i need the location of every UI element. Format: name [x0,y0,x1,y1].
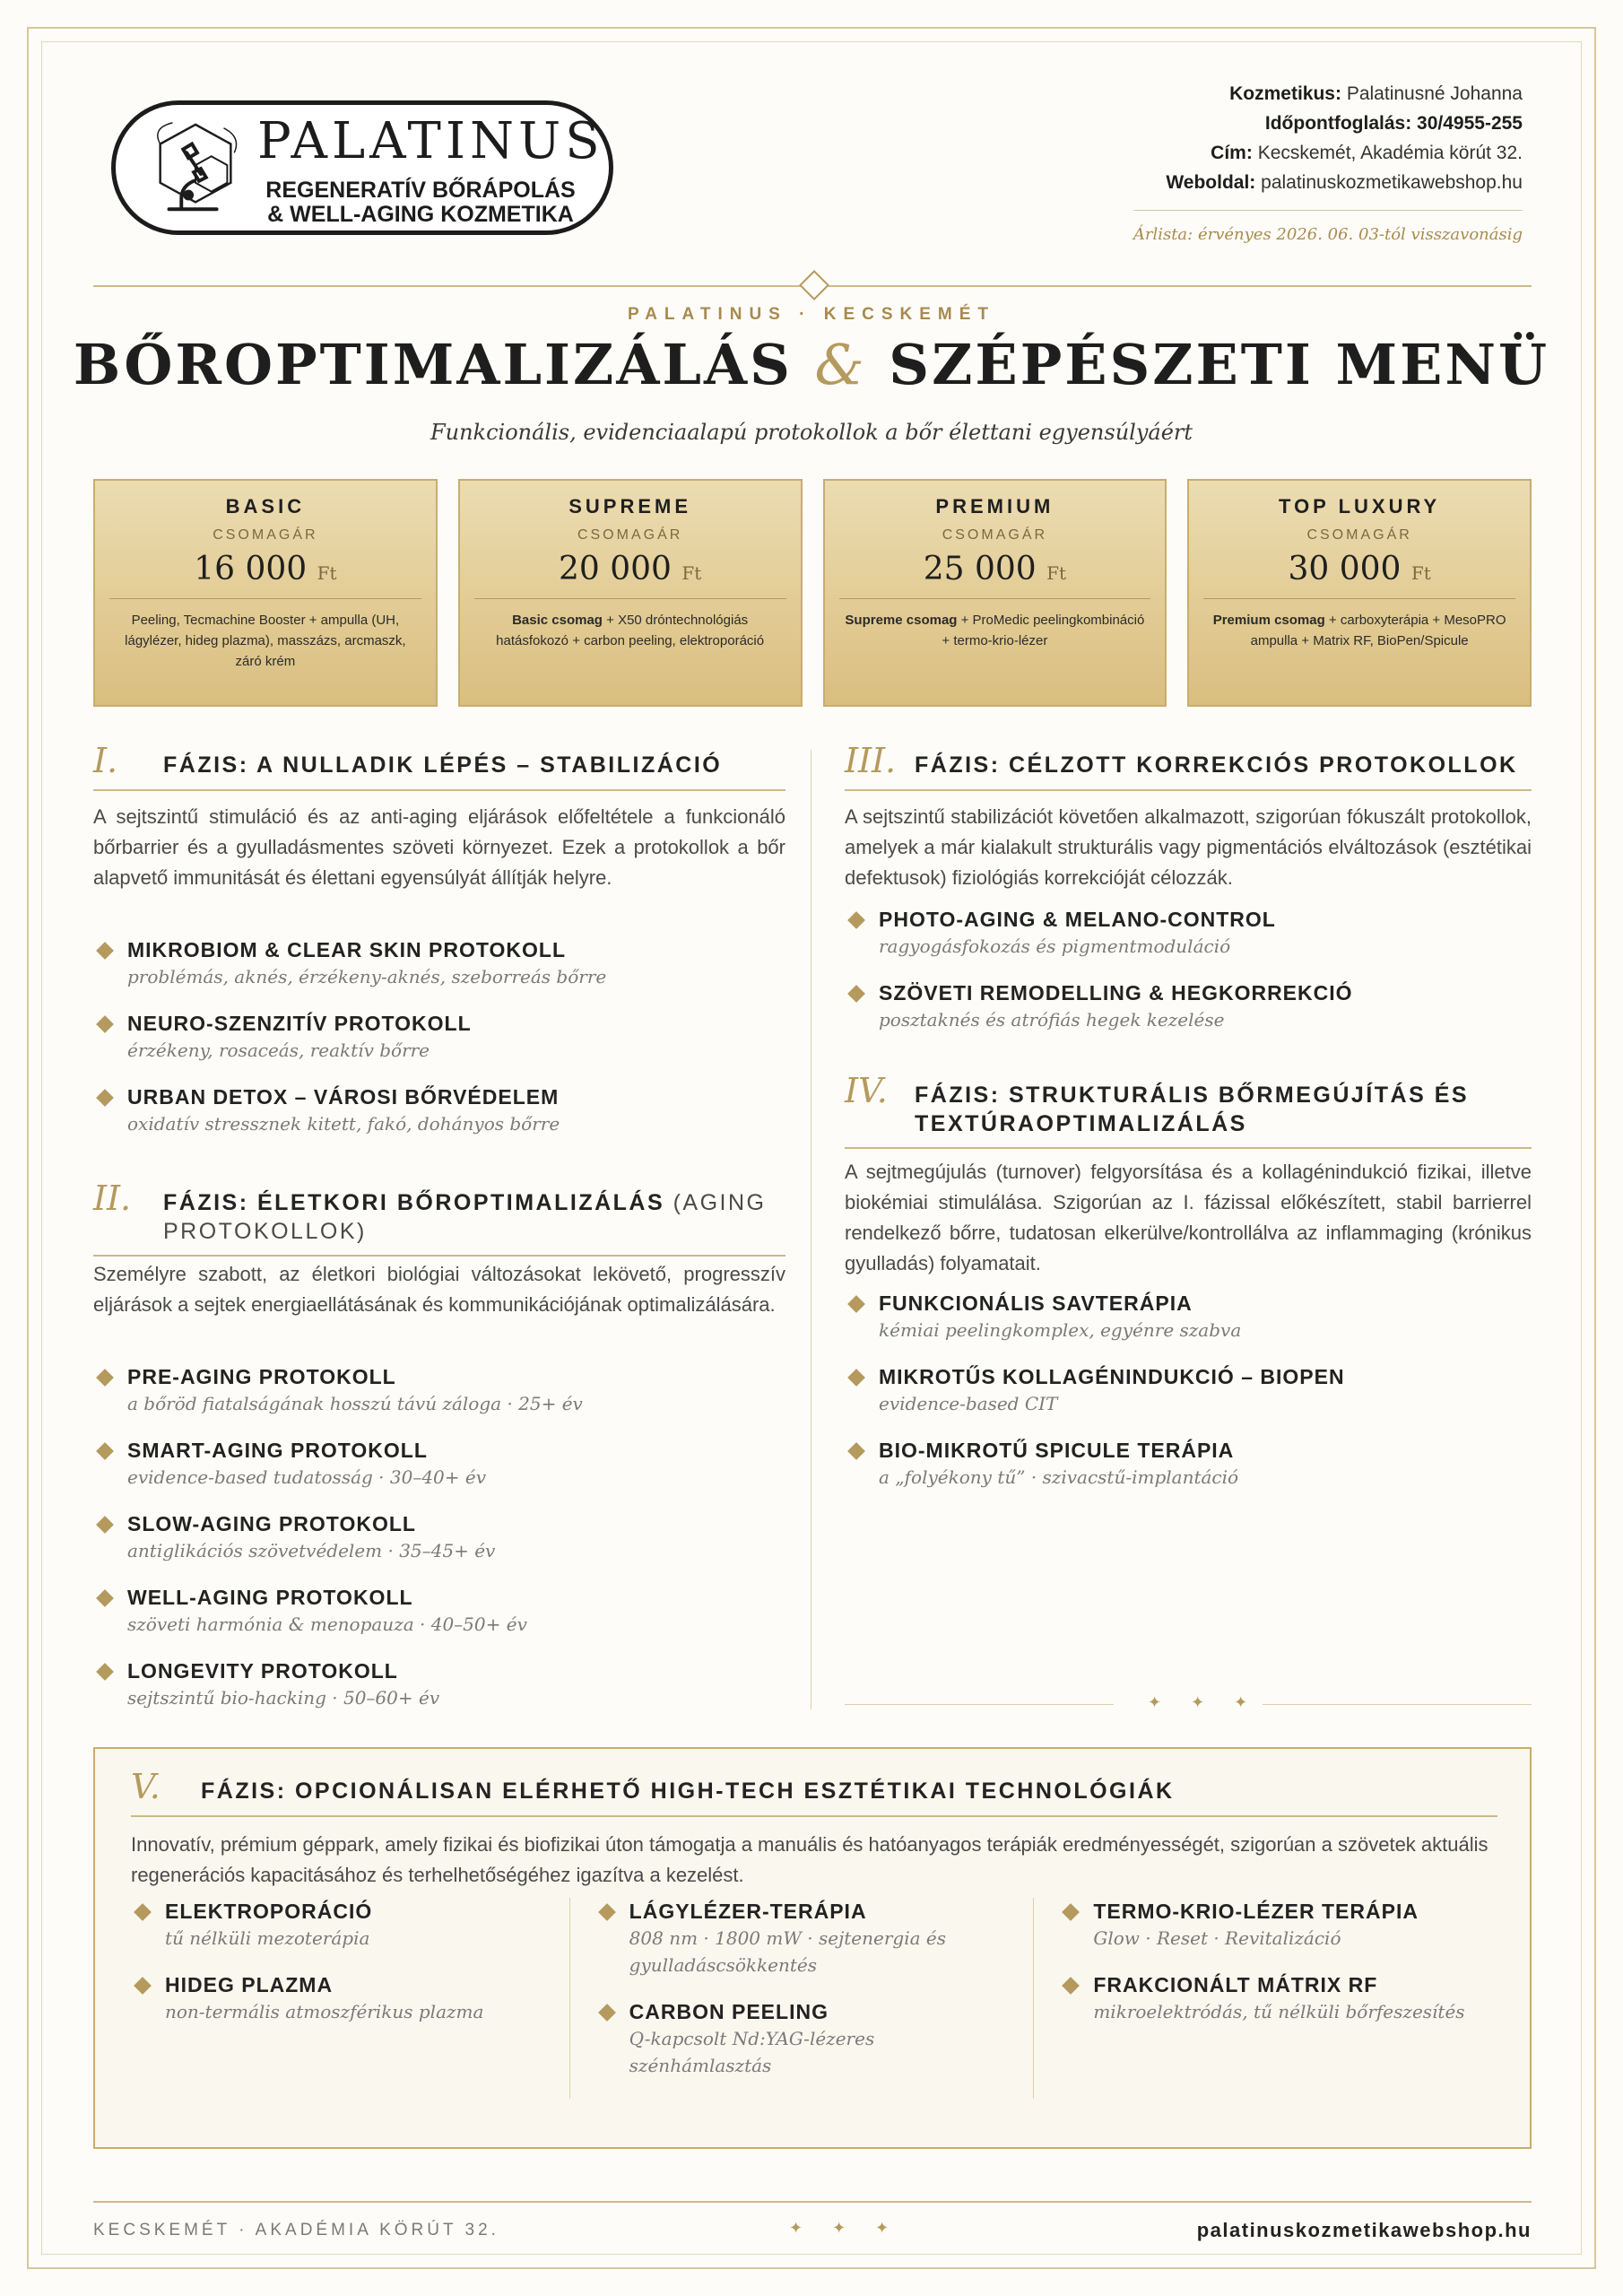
phase5-intro: Innovatív, prémium géppark, amely fizikai és biofizikai úton támogatja a manuális és hatóanyagos terápiák eredményességét, szigorúan a szövetek aktuális regenerációs kapacitásához és terhelhetőségéhez igazítva a kezelést. [131,1833,1488,1886]
phase5-box [93,1747,1532,2149]
microscope-logo-icon [143,117,248,223]
package-card-basic [93,479,438,707]
contact-address [1133,138,1523,168]
package-price [95,551,436,587]
list-item [93,1657,785,1711]
item-name: MIKROBIOM & CLEAR SKIN PROTOKOLL [127,938,567,961]
item-desc: evidence-based tudatosság · 30–40+ év [127,1466,487,1488]
list-item [845,1290,1532,1344]
item-desc: tű nélküli mezoterápia [165,1927,370,1949]
package-desc-text: + ProMedic peelingkombináció + termo-krio-lézer [942,613,1145,648]
brand-name: PALATINUS [257,112,604,170]
phase2-heading [93,1178,785,1257]
web-label: Weboldal: [1166,172,1256,193]
diamond-bullet-icon [96,1089,114,1107]
item-desc: kémiai peelingkomplex, egyénre szabva [879,1319,1242,1341]
package-card-supreme [458,479,803,707]
booking-phone[interactable]: 30/4955-255 [1417,113,1523,134]
item-desc: 808 nm · 1800 mW · sejtenergia és gyulladáscsökkentés [629,1927,947,1976]
page-subtitle: Funkcionális, evidenciaalapú protokollok a bőr élettani egyensúlyáért [430,420,1193,445]
price-currency: Ft [1410,562,1431,584]
item-name: HIDEG PLAZMA [165,1973,334,1996]
list-item [595,1898,1016,1979]
package-description [95,610,436,672]
item-desc: posztaknés és atrófiás hegek kezelése [879,1009,1225,1031]
package-label: CSOMAGÁR [577,527,683,543]
phase3-items [845,906,1532,1053]
item-desc: oxidatív stressznek kitett, fakó, dohányos bőrre [127,1113,560,1135]
item-desc: non-termális atmoszférikus plazma [165,2001,484,2022]
list-item [845,906,1532,960]
price-currency: Ft [681,562,702,584]
item-name: BIO-MIKROTŰ SPICULE TERÁPIA [879,1439,1235,1462]
phase-title-light: (AGING PROTOKOLLOK) [163,1190,767,1244]
phase5-column-1 [131,1898,569,2099]
package-list [93,479,1532,707]
phase-title-main: FÁZIS: ÉLETKORI BŐROPTIMALIZÁLÁS [163,1190,665,1215]
phase5-column-3 [1033,1898,1497,2099]
item-name: LONGEVITY PROTOKOLL [127,1659,398,1683]
brand-tagline [241,178,600,227]
diamond-bullet-icon [96,1516,114,1534]
price-currency: Ft [1046,562,1067,584]
package-price [825,551,1166,587]
price-value: 25 000 [923,551,1037,587]
item-name: SLOW-AGING PROTOKOLL [127,1512,416,1535]
item-name: CARBON PEELING [629,2000,829,2023]
package-name: SUPREME [568,495,692,517]
list-item [93,1584,785,1638]
item-desc: mikroelektródás, tű nélküli bőrfeszesítés [1093,2001,1465,2022]
item-name: LÁGYLÉZER-TERÁPIA [629,1900,867,1923]
address-value: Kecskemét, Akadémia körút 32. [1257,143,1523,163]
phase-number: V. [131,1767,161,1806]
diamond-bullet-icon [96,942,114,960]
item-name: FRAKCIONÁLT MÁTRIX RF [1093,1973,1378,1996]
contact-info [1133,79,1523,249]
brand-tagline-line1: REGENERATÍV BŐRÁPOLÁS [265,178,576,203]
diamond-bullet-icon [598,2004,616,2022]
item-desc: érzékeny, rosaceás, reaktív bőrre [127,1039,430,1061]
item-desc: Q-kapcsolt Nd:YAG-lézeres szénhámlasztás [629,2028,875,2076]
list-item [93,1363,785,1417]
list-item [595,1998,1016,2079]
diamond-bullet-icon [134,1977,152,1995]
diamond-bullet-icon [1062,1977,1080,1995]
item-desc: evidence-based CIT [879,1393,1058,1414]
package-description [460,610,801,651]
ornament-line-right [1263,1704,1532,1705]
phase2-intro: Személyre szabott, az életkori biológiai változásokat lekövető, progresszív eljárások a sejtek energiaellátásának és kommunikációjának optimalizálására. [93,1263,785,1316]
price-validity-note: Árlista: érvényes 2026. 06. 03-tól visszavonásig [1133,210,1523,249]
item-desc: a bőröd fiatalságának hosszú távú záloga · 25+ év [127,1393,583,1414]
footer-website-link[interactable]: palatinuskozmetikawebshop.hu [1196,2219,1532,2241]
diamond-bullet-icon [847,1369,865,1387]
contact-web [1133,168,1523,197]
diamond-bullet-icon [1062,1903,1080,1921]
list-item [93,1510,785,1564]
package-name: PREMIUM [935,495,1055,517]
phase1-intro: A sejtszintű stimuláció és az anti-aging eljárások előfeltétele a funkcionáló bőrbarrier és a gyulladásmentes szöveti környezet. Ezek a protokollok a bőr alapvető immunitását és élettani egyensúlyát állítják helyre. [93,805,785,889]
list-item [93,1010,785,1064]
item-name: MIKROTŰS KOLLAGÉNINDUKCIÓ – BIOPEN [879,1365,1345,1388]
diamond-bullet-icon [847,1442,865,1460]
list-item [845,979,1532,1033]
phase-number: IV. [845,1071,888,1110]
address-label: Cím: [1211,143,1253,163]
price-currency: Ft [317,562,337,584]
title-ampersand: & [814,332,867,397]
phase-title: FÁZIS: A NULLADIK LÉPÉS – STABILIZÁCIÓ [163,752,723,778]
ornament-line-left [845,1704,1114,1705]
title-part2: SZÉPÉSZETI MENÜ [889,332,1550,397]
item-desc: problémás, aknés, érzékeny-aknés, szeborreás bőrre [127,966,607,987]
price-value: 16 000 [194,551,308,587]
item-desc: a „folyékony tű” · szivacstű-implantáció [879,1466,1239,1488]
item-name: SMART-AGING PROTOKOLL [127,1439,428,1462]
footer-stars-icon: ✦ ✦ ✦ [789,2219,902,2237]
diamond-bullet-icon [134,1903,152,1921]
item-name: ELEKTROPORÁCIÓ [165,1900,373,1923]
package-description [1189,610,1530,651]
phase5-heading [131,1767,1497,1817]
item-name: SZÖVETI REMODELLING & HEGKORREKCIÓ [879,981,1353,1004]
diamond-bullet-icon [96,1442,114,1460]
item-name: NEURO-SZENZITÍV PROTOKOLL [127,1012,472,1035]
package-name: TOP LUXURY [1279,495,1441,517]
phase1-heading [93,741,785,791]
website-link[interactable]: palatinuskozmetikawebshop.hu [1261,172,1523,193]
package-desc-text: + X50 dróntechnológiás hatásfokozó + carbon peeling, elektroporáció [496,613,765,648]
phase4-intro: A sejtmegújulás (turnover) felgyorsítása és a kollagénindukció fizikai, illetve biokémiai stimulálása. Szigorúan az I. fázissal előkészített, stabil barrierrel rendelkező bőrre, tudatosan elkerülve/kontrollálva az inflammaging (krónikus gyulladás) folyamatait. [845,1161,1532,1274]
diamond-bullet-icon [847,1295,865,1313]
package-desc-text: + carboxyterápia + MesoPRO ampulla + Matrix RF, BioPen/Spicule [1250,613,1506,648]
contact-beautician [1133,79,1523,109]
price-value: 20 000 [558,551,672,587]
column-divider [811,750,812,1709]
package-price [1189,551,1530,587]
item-desc: sejtszintű bio-hacking · 50–60+ év [127,1687,440,1709]
list-item [93,936,785,990]
phase-title [163,1188,785,1246]
contact-booking [1133,109,1523,138]
list-item [131,1898,551,1952]
phase-number: II. [93,1178,132,1218]
title-part1: BŐROPTIMALIZÁLÁS [73,332,793,397]
item-desc: szöveti harmónia & menopauza · 40–50+ év [127,1613,527,1635]
package-desc-bold: Premium csomag [1212,613,1325,628]
kicker: PALATINUS · KECSKEMÉT [627,305,996,324]
phase1-items [93,936,785,1157]
phase-number: I. [93,741,118,780]
package-label: CSOMAGÁR [942,527,1048,543]
footer-address: KECSKEMÉT · AKADÉMIA KÖRÚT 32. [93,2221,499,2239]
item-name: WELL-AGING PROTOKOLL [127,1586,413,1609]
diamond-bullet-icon [96,1589,114,1607]
phase5-columns [131,1898,1497,2099]
package-separator [839,598,1151,599]
phase-title: FÁZIS: STRUKTURÁLIS BŐRMEGÚJÍTÁS ÉS TEXTÚRAOPTIMALIZÁLÁS [915,1083,1470,1136]
phase4-heading [845,1071,1532,1149]
phase3-intro: A sejtszintű stabilizációt követően alkalmazott, szigorúan fókuszált protokollok, amelyek a már kialakult strukturális vagy pigmentációs elváltozások (esztétikai defektusok) fiziológiás korrekcióját célozzák. [845,805,1532,889]
list-item [1059,1971,1480,2025]
list-item [845,1363,1532,1417]
package-label: CSOMAGÁR [213,527,318,543]
package-desc-bold: Basic csomag [512,613,603,628]
diamond-bullet-icon [96,1015,114,1033]
package-separator [1203,598,1515,599]
diamond-bullet-icon [847,911,865,929]
package-price [460,551,801,587]
booking-label: Időpontfoglalás: [1264,113,1412,134]
list-item [93,1437,785,1491]
phase-title: FÁZIS: OPCIONÁLISAN ELÉRHETŐ HIGH-TECH ESZTÉTIKAI TECHNOLÓGIÁK [201,1779,1175,1804]
brand-logo [111,100,613,235]
list-item [131,1971,551,2025]
page-title [0,332,1623,397]
footer-divider [93,2201,1532,2203]
header-divider [93,285,1532,287]
item-name: TERMO-KRIO-LÉZER TERÁPIA [1093,1900,1419,1923]
item-name: PHOTO-AGING & MELANO-CONTROL [879,908,1276,931]
package-name: BASIC [225,495,306,517]
package-description [825,610,1166,651]
package-card-top-luxury [1187,479,1532,707]
list-item [845,1437,1532,1491]
ornament-stars-icon: ✦ ✦ ✦ [1148,1693,1261,1711]
package-card-premium [823,479,1167,707]
phase4-items [845,1290,1532,1510]
item-name: PRE-AGING PROTOKOLL [127,1365,396,1388]
package-separator [474,598,786,599]
phase-title: FÁZIS: CÉLZOTT KORREKCIÓS PROTOKOLLOK [915,752,1518,778]
item-desc: ragyogásfokozás és pigmentmoduláció [879,935,1231,957]
package-desc-bold: Supreme csomag [845,613,958,628]
diamond-bullet-icon [598,1903,616,1921]
beautician-label: Kozmetikus: [1229,83,1341,104]
brand-tagline-line2: & WELL-AGING KOZMETIKA [267,202,574,227]
phase2-items [93,1363,785,1731]
item-name: URBAN DETOX – VÁROSI BŐRVÉDELEM [127,1085,560,1109]
phase3-heading [845,741,1532,791]
package-desc-text: Peeling, Tecmachine Booster + ampulla (UH, lágylézer, hideg plazma), masszázs, arcmaszk, záró krém [125,613,406,669]
beautician-value: Palatinusné Johanna [1346,83,1523,104]
price-value: 30 000 [1288,551,1402,587]
diamond-bullet-icon [96,1663,114,1681]
diamond-bullet-icon [847,985,865,1003]
list-item [93,1083,785,1137]
item-desc: antiglikációs szövetvédelem · 35–45+ év [127,1540,496,1561]
phase-number: III. [845,741,897,780]
item-name: FUNKCIONÁLIS SAVTERÁPIA [879,1292,1193,1315]
item-desc: Glow · Reset · Revitalizáció [1093,1927,1341,1949]
list-item [1059,1898,1480,1952]
package-separator [109,598,421,599]
phase5-column-2 [569,1898,1034,2099]
package-label: CSOMAGÁR [1306,527,1412,543]
diamond-bullet-icon [96,1369,114,1387]
